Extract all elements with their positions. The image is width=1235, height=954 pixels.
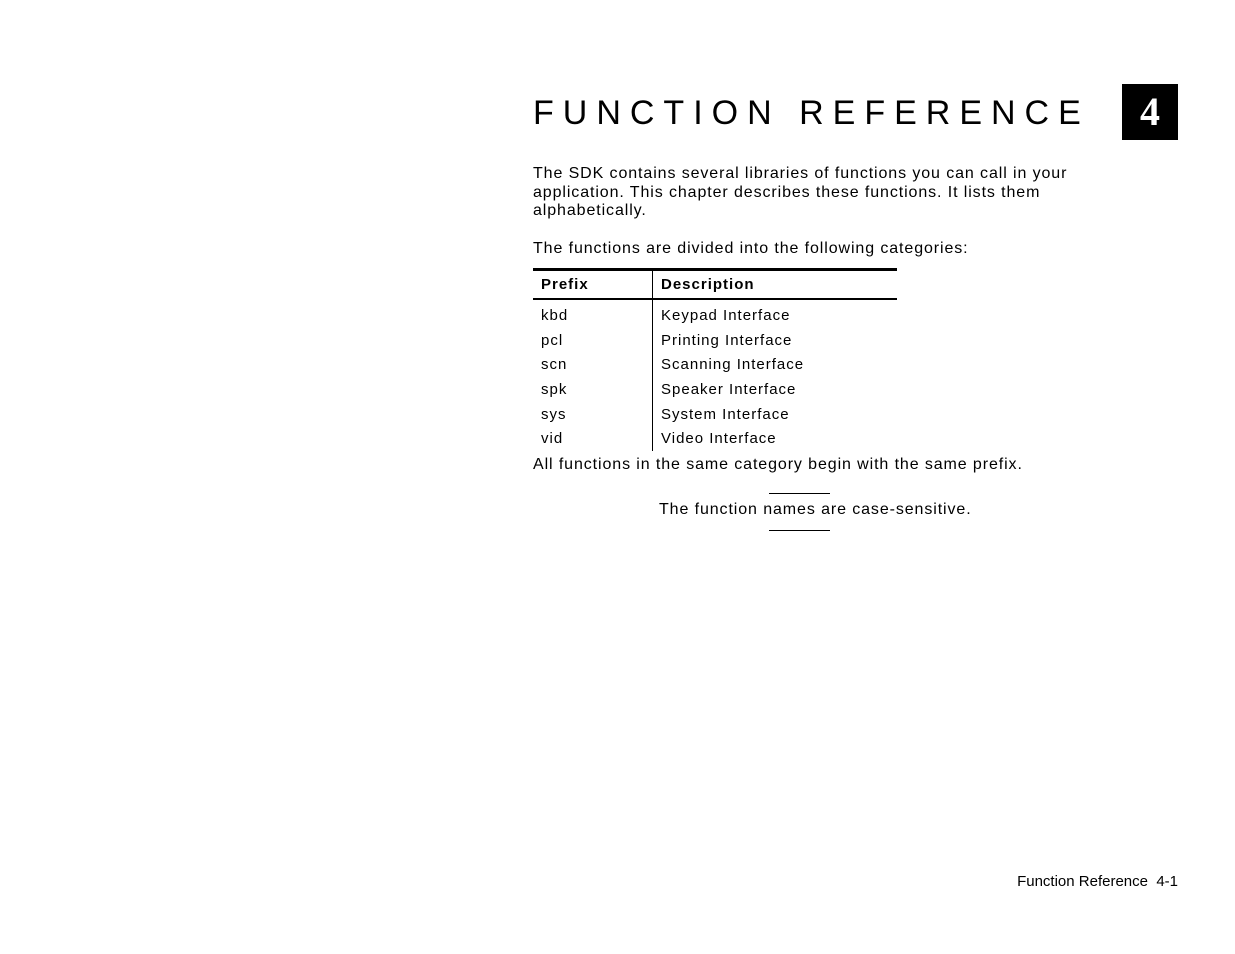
prefix-explanation: All functions in the same category begin with the same prefix. [533,456,1023,473]
chapter-title: FUNCTION REFERENCE [533,94,1090,132]
prefix-table [533,268,897,451]
description-cell: Keypad Interface [661,306,791,324]
prefix-cell: scn [533,352,653,377]
description-cell: Printing Interface [661,331,793,349]
prefix-table-body [533,299,897,451]
table-row [533,402,897,427]
description-cell: System Interface [661,405,790,423]
column-header-description: Description [661,276,755,293]
prefix-table-header [533,270,897,300]
column-header-prefix: Prefix [533,270,653,300]
note-text: The function names are case-sensitive. [659,501,972,518]
table-row [533,352,897,377]
prefix-cell: sys [533,402,653,427]
prefix-cell: pcl [533,328,653,353]
chapter-number-tab: 4 [1122,84,1178,140]
note-rule-top [769,493,830,494]
table-row [533,426,897,451]
prefix-cell: spk [533,377,653,402]
description-cell: Speaker Interface [661,380,797,398]
table-row [533,377,897,402]
table-header-row [533,270,897,300]
description-cell: Video Interface [661,430,777,448]
description-cell: Scanning Interface [661,356,805,374]
prefix-cell: vid [533,426,653,451]
prefix-cell: kbd [533,299,653,328]
intro-paragraph: The SDK contains several libraries of functions you can call in your application. This chapter describes these functions. It lists them alphabetically. [533,165,1068,219]
table-row [533,328,897,353]
page-footer: Function Reference 4-1 [1017,873,1178,890]
table-row [533,299,897,328]
note-rule-bottom [769,530,830,531]
categories-lead: The functions are divided into the following categories: [533,240,969,257]
